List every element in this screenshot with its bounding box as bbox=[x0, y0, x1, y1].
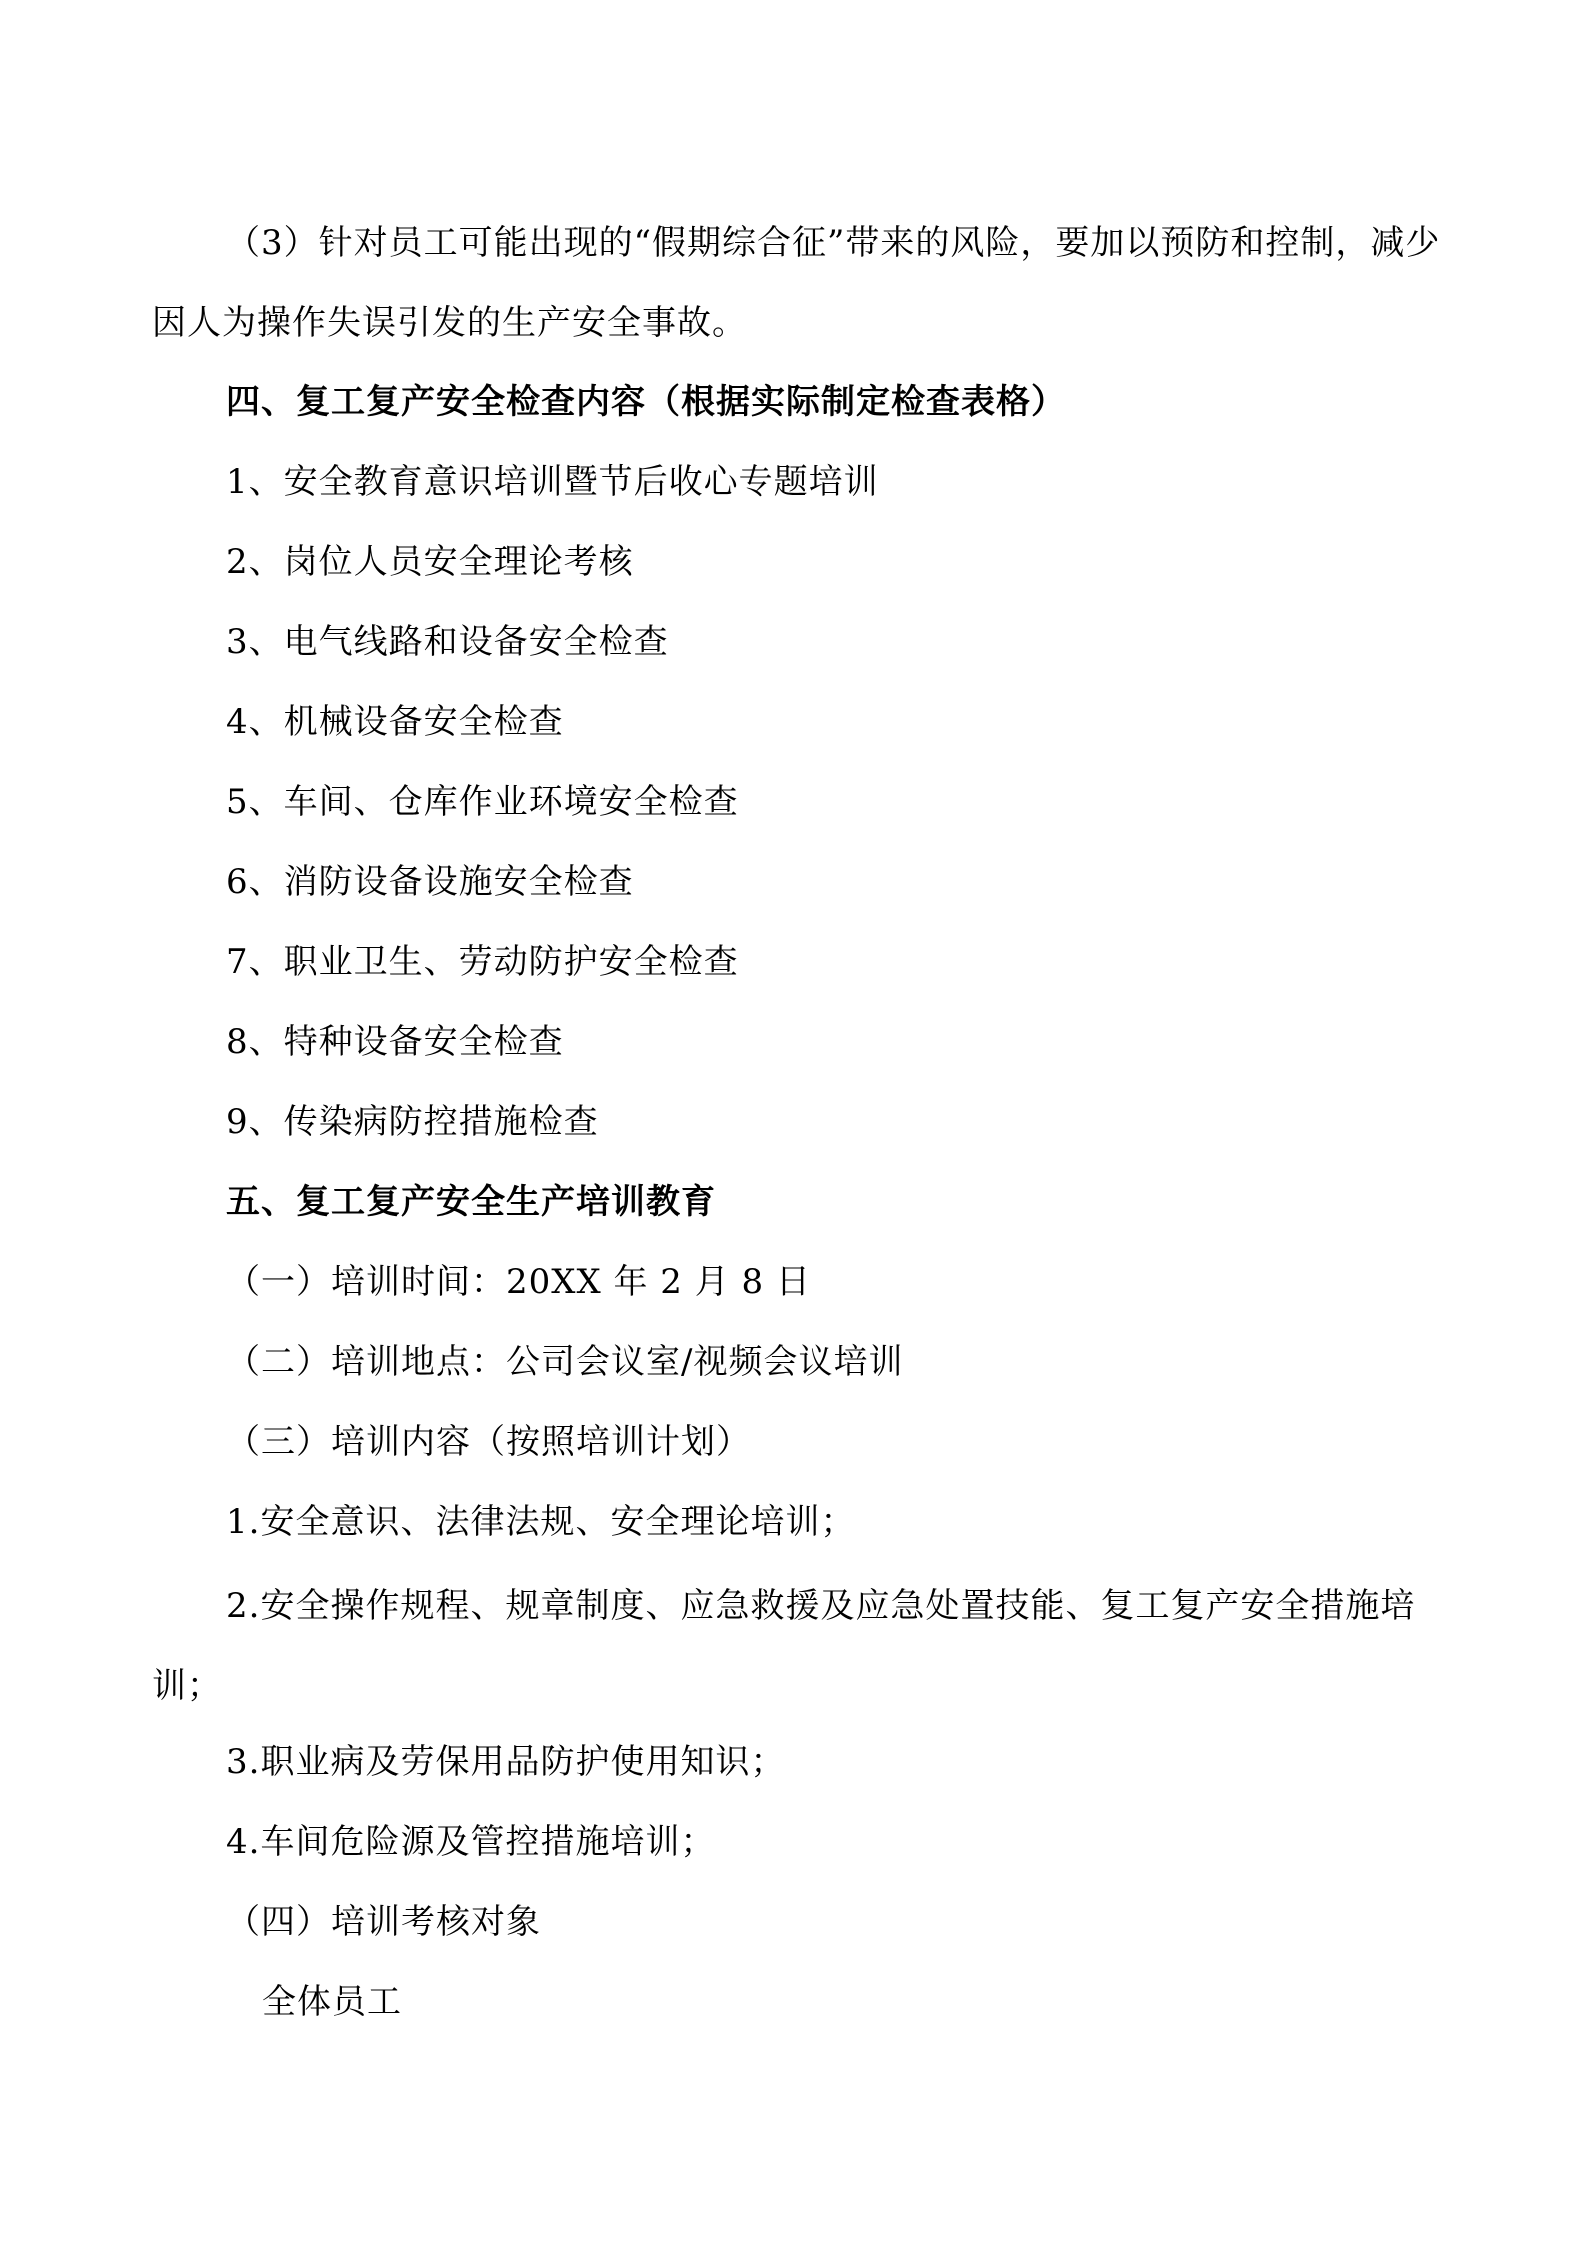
checklist-item-6: 6、消防设备设施安全检查 bbox=[226, 862, 634, 902]
content-item-4: 4.车间危险源及管控措施培训； bbox=[226, 1822, 716, 1862]
training-target-value: 全体员工 bbox=[262, 1982, 402, 2022]
content-item-3: 3.职业病及劳保用品防护使用知识； bbox=[226, 1742, 786, 1782]
checklist-item-3: 3、电气线路和设备安全检查 bbox=[226, 622, 669, 662]
checklist-item-7: 7、职业卫生、劳动防护安全检查 bbox=[226, 942, 739, 982]
checklist-item-4: 4、机械设备安全检查 bbox=[226, 702, 564, 742]
checklist-item-8: 8、特种设备安全检查 bbox=[226, 1022, 564, 1062]
section-heading-training: 五、复工复产安全生产培训教育 bbox=[226, 1182, 716, 1222]
training-time: （一）培训时间：20XX 年 2 月 8 日 bbox=[226, 1262, 811, 1302]
checklist-item-9: 9、传染病防控措施检查 bbox=[226, 1102, 599, 1142]
training-place: （二）培训地点：公司会议室/视频会议培训 bbox=[226, 1342, 904, 1382]
training-content-heading: （三）培训内容（按照培训计划） bbox=[226, 1422, 751, 1462]
paragraph-holiday-syndrome: （3）针对员工可能出现的“假期综合征”带来的风险，要加以预防和控制，减少因人为操作失误引发的生产安全事故。 bbox=[152, 223, 1441, 343]
checklist-item-2: 2、岗位人员安全理论考核 bbox=[226, 542, 634, 582]
checklist-item-5: 5、车间、仓库作业环境安全检查 bbox=[226, 782, 739, 822]
checklist-item-1: 1、安全教育意识培训暨节后收心专题培训 bbox=[226, 462, 879, 502]
training-target-heading: （四）培训考核对象 bbox=[226, 1902, 541, 1942]
content-item-2: 2.安全操作规程、规章制度、应急救援及应急处置技能、复工复产安全措施培训； bbox=[152, 1586, 1416, 1706]
section-heading-inspection: 四、复工复产安全检查内容（根据实际制定检查表格） bbox=[226, 382, 1066, 422]
content-item-1: 1.安全意识、法律法规、安全理论培训； bbox=[226, 1502, 856, 1542]
